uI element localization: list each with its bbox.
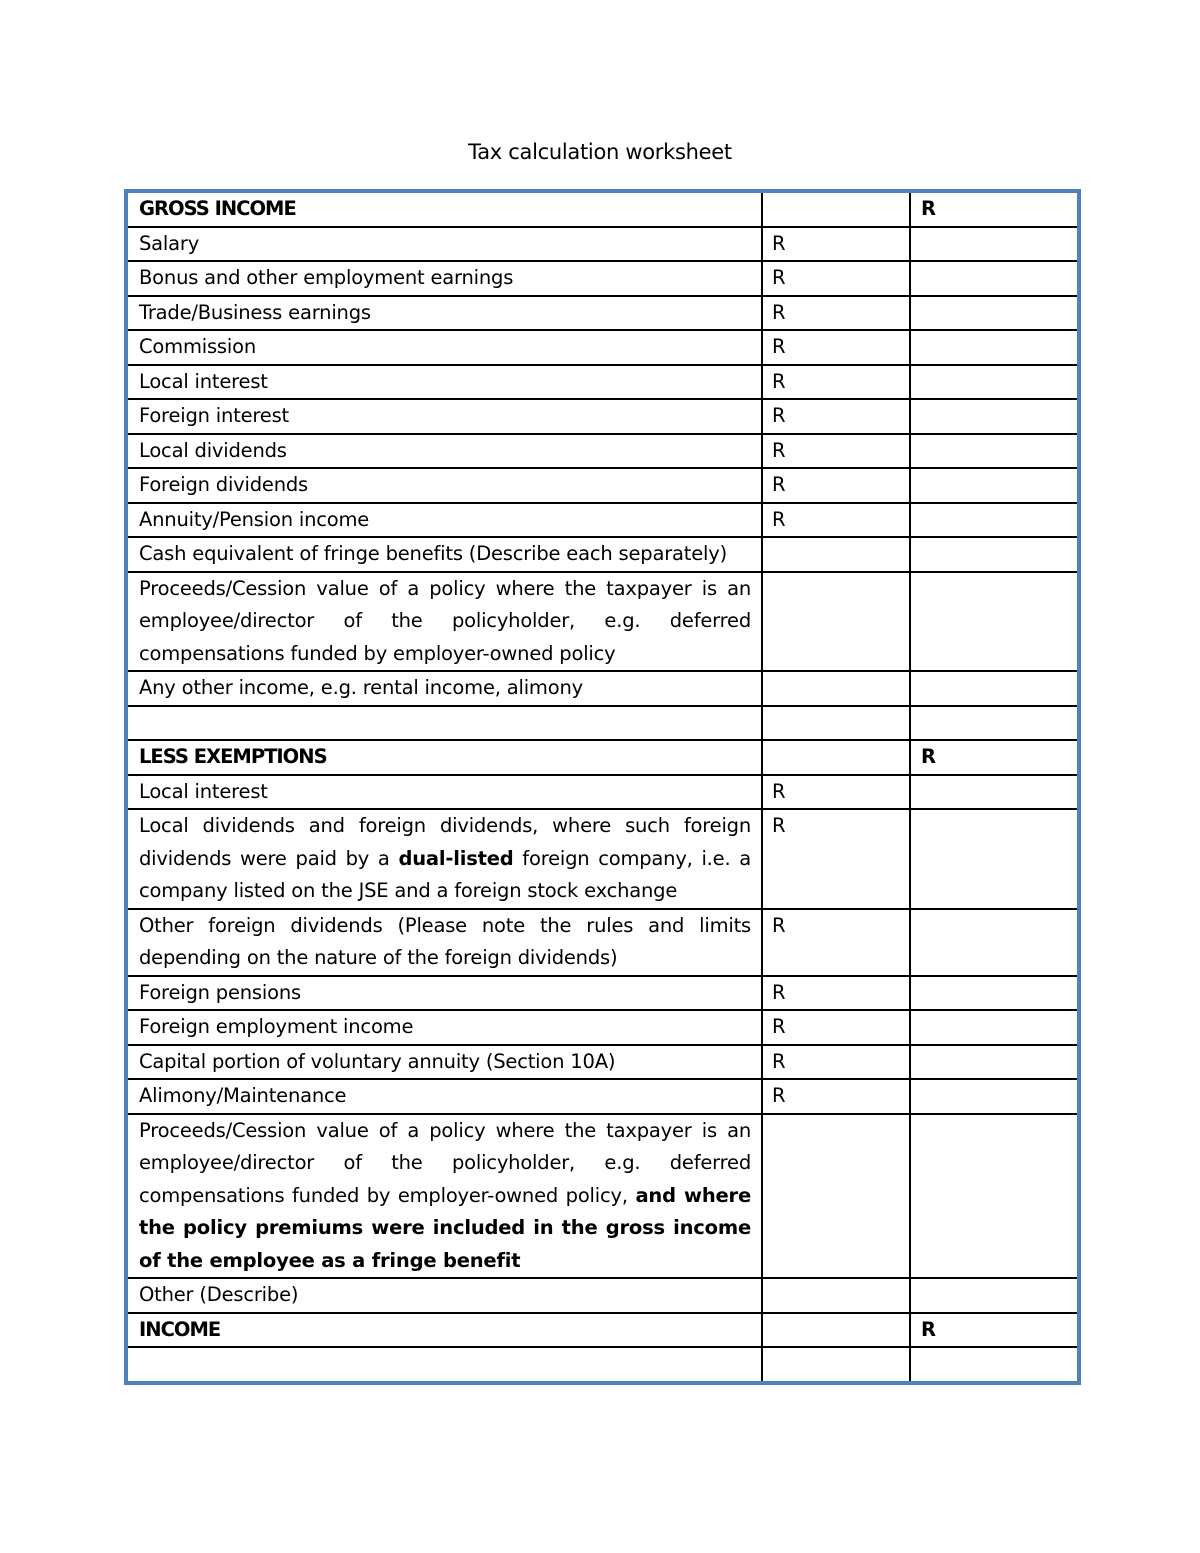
item-label: Foreign pensions xyxy=(128,976,762,1011)
table-row xyxy=(128,1114,1077,1279)
amount-currency[interactable]: R xyxy=(762,330,910,365)
total-cell[interactable] xyxy=(910,330,1077,365)
item-label xyxy=(128,809,762,909)
table-row xyxy=(128,775,1077,810)
total-cell[interactable] xyxy=(910,1114,1077,1279)
blank-cell[interactable] xyxy=(128,1347,762,1381)
amount-cell[interactable] xyxy=(762,1278,910,1313)
total-cell[interactable] xyxy=(910,976,1077,1011)
table-row xyxy=(128,330,1077,365)
item-label: Annuity/Pension income xyxy=(128,503,762,538)
item-label: Capital portion of voluntary annuity (Section 10A) xyxy=(128,1045,762,1080)
table-row xyxy=(128,365,1077,400)
total-cell[interactable] xyxy=(910,365,1077,400)
item-label: Cash equivalent of fringe benefits (Describe each separately) xyxy=(128,537,762,572)
table-row xyxy=(128,261,1077,296)
table-row xyxy=(128,1045,1077,1080)
total-cell[interactable] xyxy=(910,671,1077,706)
blank-row xyxy=(128,706,1077,741)
total-cell[interactable] xyxy=(910,227,1077,262)
item-label xyxy=(128,1114,762,1279)
item-label: Proceeds/Cession value of a policy where the taxpayer is an employee/director of the policyholder, e.g. deferred compensations funded by employer-owned policy xyxy=(128,572,762,672)
amount-cell[interactable] xyxy=(762,1114,910,1279)
total-cell[interactable] xyxy=(910,468,1077,503)
total-cell[interactable] xyxy=(910,706,1077,741)
page-title: Tax calculation worksheet xyxy=(468,140,732,164)
total-cell[interactable] xyxy=(910,1079,1077,1114)
total-cell[interactable] xyxy=(910,572,1077,672)
item-label: Alimony/Maintenance xyxy=(128,1079,762,1114)
total-cell[interactable] xyxy=(910,296,1077,331)
table-row xyxy=(128,296,1077,331)
item-label: Local interest xyxy=(128,365,762,400)
total-cell[interactable] xyxy=(910,775,1077,810)
item-label: Commission xyxy=(128,330,762,365)
table-row xyxy=(128,399,1077,434)
table-row xyxy=(128,976,1077,1011)
total-cell[interactable] xyxy=(910,1278,1077,1313)
total-cell[interactable] xyxy=(910,537,1077,572)
amount-currency[interactable]: R xyxy=(762,399,910,434)
text-part: Local dividends and foreign dividends, where such foreign dividends were paid by a xyxy=(139,814,751,870)
amount-cell[interactable] xyxy=(762,1313,910,1348)
amount-currency[interactable]: R xyxy=(762,1079,910,1114)
total-cell[interactable] xyxy=(910,1045,1077,1080)
amount-currency[interactable]: R xyxy=(762,775,910,810)
total-cell[interactable] xyxy=(910,503,1077,538)
amount-cell[interactable] xyxy=(762,740,910,775)
total-cell[interactable] xyxy=(910,809,1077,909)
table-row xyxy=(128,1010,1077,1045)
amount-currency[interactable]: R xyxy=(762,809,910,909)
item-label: Trade/Business earnings xyxy=(128,296,762,331)
item-label: Salary xyxy=(128,227,762,262)
amount-cell[interactable] xyxy=(762,193,910,227)
table-row xyxy=(128,572,1077,672)
section-heading: LESS EXEMPTIONS xyxy=(128,740,762,775)
amount-cell[interactable] xyxy=(762,671,910,706)
amount-currency[interactable]: R xyxy=(762,976,910,1011)
item-label: Foreign employment income xyxy=(128,1010,762,1045)
amount-cell[interactable] xyxy=(762,572,910,672)
gross-income-header-row xyxy=(128,193,1077,227)
table-row xyxy=(128,809,1077,909)
table-row xyxy=(128,503,1077,538)
table-row xyxy=(128,434,1077,469)
blank-row xyxy=(128,1347,1077,1381)
item-label: Local dividends xyxy=(128,434,762,469)
total-currency[interactable]: R xyxy=(910,1313,1077,1348)
amount-currency[interactable]: R xyxy=(762,296,910,331)
item-label: Local interest xyxy=(128,775,762,810)
total-cell[interactable] xyxy=(910,261,1077,296)
total-cell[interactable] xyxy=(910,909,1077,976)
total-currency[interactable]: R xyxy=(910,740,1077,775)
blank-cell[interactable] xyxy=(128,706,762,741)
amount-cell[interactable] xyxy=(762,1347,910,1381)
amount-cell[interactable] xyxy=(762,537,910,572)
item-label: Bonus and other employment earnings xyxy=(128,261,762,296)
item-label: Other (Describe) xyxy=(128,1278,762,1313)
total-cell[interactable] xyxy=(910,434,1077,469)
total-currency[interactable]: R xyxy=(910,193,1077,227)
amount-currency[interactable]: R xyxy=(762,261,910,296)
table-row xyxy=(128,671,1077,706)
amount-currency[interactable]: R xyxy=(762,503,910,538)
section-heading: INCOME xyxy=(128,1313,762,1348)
total-cell[interactable] xyxy=(910,399,1077,434)
exemptions-header-row xyxy=(128,740,1077,775)
item-label: Any other income, e.g. rental income, alimony xyxy=(128,671,762,706)
amount-currency[interactable]: R xyxy=(762,227,910,262)
amount-currency[interactable]: R xyxy=(762,434,910,469)
amount-currency[interactable]: R xyxy=(762,365,910,400)
total-cell[interactable] xyxy=(910,1347,1077,1381)
table-row xyxy=(128,909,1077,976)
income-header-row xyxy=(128,1313,1077,1348)
item-label: Foreign dividends xyxy=(128,468,762,503)
total-cell[interactable] xyxy=(910,1010,1077,1045)
amount-cell[interactable] xyxy=(762,706,910,741)
text-emphasis: dual-listed xyxy=(398,846,514,870)
table-row xyxy=(128,1079,1077,1114)
item-label: Foreign interest xyxy=(128,399,762,434)
item-label: Other foreign dividends (Please note the rules and limits depending on the nature of the foreign dividends) xyxy=(128,909,762,976)
amount-currency[interactable]: R xyxy=(762,909,910,976)
amount-currency[interactable]: R xyxy=(762,1010,910,1045)
amount-currency[interactable]: R xyxy=(762,1045,910,1080)
text-part: Proceeds/Cession value of a policy where the taxpayer is an employee/director of the policyholder, e.g. deferred compensations funded by employer-owned policy, xyxy=(139,1118,751,1207)
table-row xyxy=(128,1278,1077,1313)
text-emphasis: and where the policy premiums were included in the gross income of the employee as a fringe benefit xyxy=(139,1183,751,1272)
table-row xyxy=(128,468,1077,503)
amount-currency[interactable]: R xyxy=(762,468,910,503)
table-row xyxy=(128,227,1077,262)
section-heading: GROSS INCOME xyxy=(128,193,762,227)
table-row xyxy=(128,537,1077,572)
tax-worksheet-table xyxy=(124,189,1081,1385)
text-part: foreign company, i.e. a company listed on the JSE and a foreign stock exchange xyxy=(139,846,751,902)
